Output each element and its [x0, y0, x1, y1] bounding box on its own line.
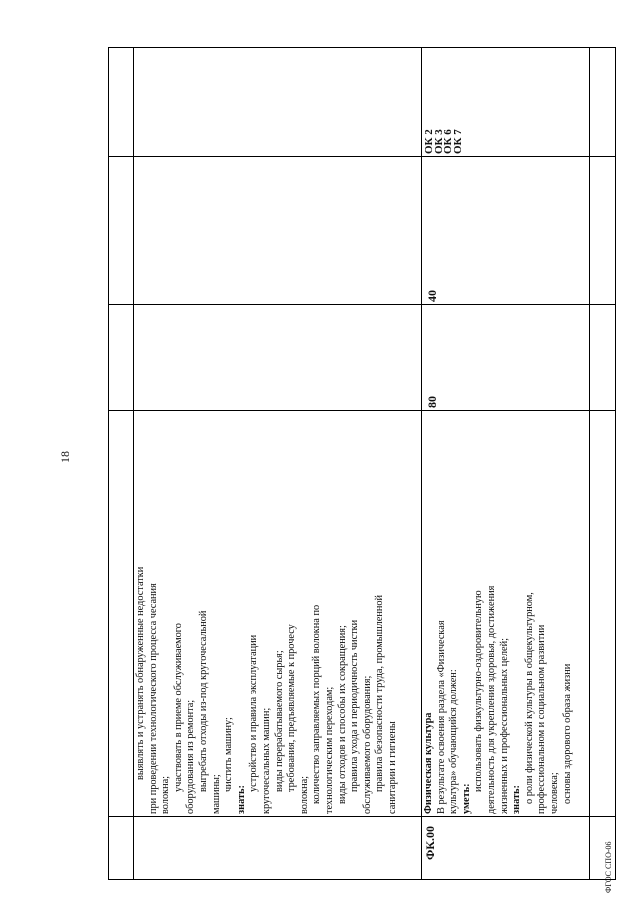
row2-line: деятельность для укрепления здоровья, достижения [485, 585, 497, 814]
row2-line: использовать физкультурно-оздоровительную [473, 590, 485, 792]
row1-line: при проведении технологического процесса чесания [147, 583, 159, 814]
row1-line: правила безопасности труда, промышленной [374, 594, 386, 792]
row2-max-load: 80 [425, 396, 439, 408]
footer-standard-code: ФГОС СПО-06 [604, 841, 613, 893]
row1-line: выявлять и устранять обнаруженные недостатки [135, 566, 146, 780]
row1-line: волокна; [160, 775, 172, 814]
competency-code: ОК 7 [451, 129, 464, 154]
row1-line: требования, предъявляемые к прочесу [286, 624, 298, 792]
page-number: 18 [58, 451, 72, 463]
column-divider-mandatory [109, 156, 615, 157]
row2-code: ФК.00 [423, 825, 437, 860]
row1-line: обслуживаемого оборудования; [361, 675, 373, 814]
row1-line: количество заправляемых порций волокна по [311, 604, 323, 804]
column-divider-left-pad [133, 48, 134, 879]
row1-line: санитарии и гигиены [386, 721, 398, 814]
column-divider-code [109, 816, 615, 817]
row2-mandatory: 40 [425, 290, 439, 302]
competency-code: ОК 3 [432, 129, 445, 154]
row2-line: основы здорового образа жизни [561, 663, 573, 804]
competency-code: ОК 2 [423, 129, 435, 154]
column-divider-max-load [109, 304, 615, 305]
row1-line: виды отходов и способы их сокращения; [336, 625, 348, 804]
row1-line: выгребать отходы из-под кругочесальной [197, 610, 209, 792]
row1-line: оборудования из ремонта; [185, 699, 197, 814]
row1-line: чистить машину; [223, 717, 235, 792]
competency-code: ОК 6 [442, 129, 454, 154]
row-divider [421, 48, 422, 879]
row2-line: профессиональном и социальном развитии [536, 624, 548, 814]
row2-competencies [425, 129, 463, 154]
row2-line: человека; [548, 772, 560, 814]
row1-line: участвовать в приеме обслуживаемого [172, 623, 184, 792]
column-divider-right [589, 48, 590, 879]
row2-line: о роли физической культуры в общекультурном, [523, 592, 535, 804]
curriculum-table [108, 47, 616, 880]
row1-content [135, 410, 399, 814]
row1-line: волокна; [298, 775, 310, 814]
row2-line: жизненных и профессиональных целей; [498, 638, 510, 814]
row2-line: В результате освоения раздела «Физическая [435, 620, 447, 814]
row2-line: знать: [511, 785, 523, 814]
row1-line: виды перерабатываемого сырья; [273, 650, 285, 792]
row2-title: Физическая культура [423, 712, 434, 814]
row1-line: знать: [235, 785, 247, 814]
row1-line: машины; [210, 774, 222, 814]
row2-content [423, 410, 574, 814]
row1-line: устройство и правила эксплуатации [248, 634, 260, 792]
row1-line: технологическим переходам; [323, 686, 335, 814]
row1-line: правила ухода и периодичность чистки [349, 619, 361, 792]
row1-line: кругочесальных машин; [260, 707, 272, 814]
row2-line: культура» обучающийся должен: [448, 669, 460, 814]
row2-line: уметь: [460, 783, 472, 814]
